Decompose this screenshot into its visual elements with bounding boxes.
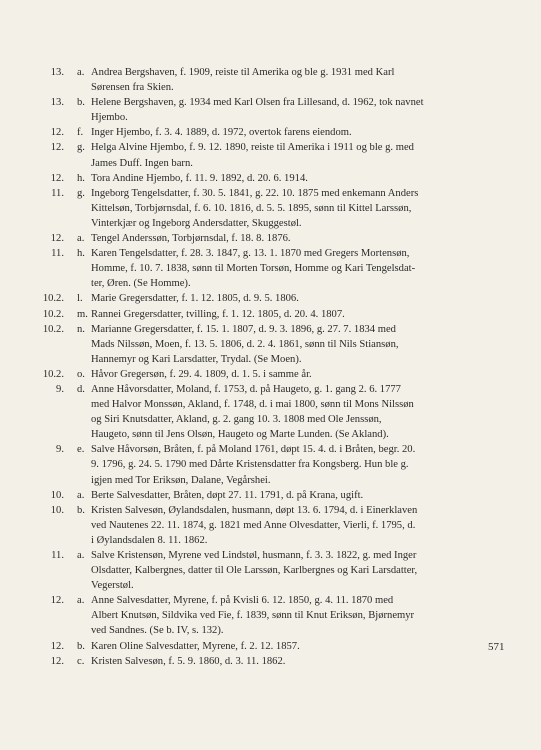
generation-number: 11. — [51, 550, 64, 561]
entry-line: Homme, f. 10. 7. 1838, sønn til Morten Torsøn, Homme og Kari Tengelsdat- — [91, 263, 416, 275]
entry-line: Håvor Gregersøn, f. 29. 4. 1809, d. 1. 5. i samme år. — [91, 368, 312, 380]
child-letter: l. — [77, 293, 83, 305]
generation-number: 10. — [50, 504, 64, 516]
entry-line: Vegerstøl. — [91, 580, 134, 592]
entry-line: og Siri Knutsdatter, Akland, g. 2. gang 10. 3. 1808 med Ole Jenssøn, — [91, 414, 382, 426]
entry-line: Rannei Gregersdatter, tvilling, f. 1. 12. 1805, d. 20. 4. 1807. — [91, 308, 345, 320]
entry-text — [91, 382, 525, 442]
entry-text — [91, 186, 525, 231]
entry-line: ved Sandnes. (Se b. IV, s. 132). — [91, 625, 224, 637]
page-number: 571 — [488, 641, 505, 653]
child-letter: m. — [77, 308, 88, 320]
generation-number: 13. — [50, 67, 64, 78]
entry-line: i Øylandsdalen 8. 11. 1862. — [91, 534, 208, 546]
generation-number: 12. — [50, 640, 64, 652]
child-letter: d. — [77, 383, 85, 395]
entry-text — [91, 65, 525, 95]
child-letter: n. — [77, 323, 85, 335]
genealogy-entry — [20, 65, 535, 95]
child-letter: e. — [77, 444, 85, 456]
generation-number: 9. — [56, 444, 64, 456]
entry-line: Sørensen fra Skien. — [91, 82, 174, 94]
child-letter: g. — [77, 187, 85, 199]
entry-line: Marie Gregersdatter, f. 1. 12. 1805, d. 9. 5. 1806. — [91, 293, 299, 305]
genealogy-entry — [20, 548, 535, 593]
entry-text — [91, 639, 525, 654]
genealogy-entry — [20, 367, 535, 382]
entry-line: Kittelsøn, Torbjørnsdal, f. 6. 10. 1816, d. 5. 5. 1895, sønn til Kittel Larssøn, — [91, 202, 412, 214]
genealogy-entry — [20, 382, 535, 442]
entry-text — [91, 367, 525, 382]
entry-text — [91, 548, 525, 593]
genealogy-entry — [20, 171, 535, 186]
genealogy-entry — [20, 125, 535, 140]
entry-line: Haugeto, sønn til Jens Olsøn, Haugeto og Marte Lunden. (Se Akland). — [91, 429, 389, 441]
entry-line: James Duff. Ingen barn. — [91, 157, 193, 169]
generation-number: 12. — [50, 172, 64, 184]
entry-line: Tora Andine Hjembo, f. 11. 9. 1892, d. 20. 6. 1914. — [91, 172, 308, 184]
generation-number: 10.2. — [42, 368, 64, 380]
entry-text — [91, 488, 525, 503]
entry-line: 9. 1796, g. 24. 5. 1790 med Dårte Kristensdatter fra Kongsberg. Hun ble g. — [91, 459, 409, 471]
child-letter: g. — [77, 142, 85, 154]
entry-line: Andrea Bergshaven, f. 1909, reiste til Amerika og ble g. 1931 med Karl — [91, 67, 395, 78]
entry-line: Salve Håvorsøn, Bråten, f. på Moland 1761, døpt 15. 4. d. i Bråten, begr. 20. — [91, 444, 416, 456]
generation-number: 9. — [56, 383, 64, 395]
genealogy-entry — [20, 291, 535, 306]
genealogy-entry — [20, 307, 535, 322]
genealogy-entry — [20, 654, 535, 669]
genealogy-entry — [20, 488, 535, 503]
child-letter: b. — [77, 97, 85, 109]
child-letter: a. — [77, 550, 85, 561]
child-letter: b. — [77, 504, 85, 516]
child-letter: c. — [77, 655, 85, 667]
child-letter: f. — [77, 127, 84, 139]
entry-text — [91, 593, 525, 638]
child-letter: o. — [77, 368, 85, 380]
generation-number: 13. — [50, 97, 64, 109]
generation-number: 12. — [50, 655, 64, 667]
entry-line: Anne Håvorsdatter, Moland, f. 1753, d. på Haugeto, g. 1. gang 2. 6. 1777 — [91, 383, 401, 395]
generation-number: 11. — [51, 248, 64, 260]
entry-line: Inger Hjembo, f. 3. 4. 1889, d. 1972, overtok farens eiendom. — [91, 127, 352, 139]
entry-line: Albert Knutsøn, Sildvika ved Fie, f. 1839, sønn til Knut Eriksøn, Bjørnemyr — [91, 610, 415, 622]
child-letter: a. — [77, 595, 85, 607]
generation-number: 12. — [50, 142, 64, 154]
genealogy-entry — [20, 186, 535, 231]
entry-line: Mads Nilssøn, Moen, f. 13. 5. 1806, d. 2. 4. 1861, sønn til Nils Stiansøn, — [91, 338, 399, 350]
entry-line: igjen med Tor Eriksøn, Dalane, Vegårshei. — [91, 474, 271, 486]
generation-number: 12. — [50, 127, 64, 139]
entry-line: Marianne Gregersdatter, f. 15. 1. 1807, d. 9. 3. 1896, g. 27. 7. 1834 med — [91, 323, 396, 335]
entry-line: med Halvor Monssøn, Akland, f. 1748, d. i mai 1800, sønn til Mons Nilssøn — [91, 399, 414, 411]
generation-number: 12. — [50, 595, 64, 607]
generation-number: 10.2. — [42, 308, 64, 320]
entry-text — [91, 125, 525, 140]
entry-line: Kristen Salvesøn, f. 5. 9. 1860, d. 3. 11. 1862. — [91, 655, 286, 667]
entry-line: Tengel Anderssøn, Torbjørnsdal, f. 18. 8. 1876. — [91, 233, 291, 245]
entry-text — [91, 654, 525, 669]
genealogy-entry — [20, 593, 535, 638]
genealogy-entries — [20, 65, 535, 669]
generation-number: 10. — [50, 489, 64, 501]
genealogy-entry — [20, 322, 535, 367]
entry-line: Hannemyr og Kari Larsdatter, Trydal. (Se Moen). — [91, 353, 302, 365]
entry-text — [91, 171, 525, 186]
child-letter: a. — [77, 489, 85, 501]
child-letter: b. — [77, 640, 85, 652]
genealogy-entry — [20, 231, 535, 246]
entry-line: ter, Øren. (Se Homme). — [91, 278, 191, 290]
entry-line: Karen Oline Salvesdatter, Myrene, f. 2. 12. 1857. — [91, 640, 300, 652]
entry-text — [91, 322, 525, 367]
child-letter: a. — [77, 233, 85, 245]
child-letter: h. — [77, 248, 85, 260]
genealogy-entry — [20, 246, 535, 291]
entry-text — [91, 140, 525, 170]
entry-line: Helga Alvine Hjembo, f. 9. 12. 1890, reiste til Amerika i 1911 og ble g. med — [91, 142, 414, 154]
generation-number: 10.2. — [42, 323, 64, 335]
entry-line: Olsdatter, Kalbergnes, datter til Ole Larssøn, Karlbergnes og Kari Larsdatter, — [91, 565, 418, 577]
genealogy-entry — [20, 442, 535, 487]
entry-line: ved Nautenes 22. 11. 1874, g. 1821 med Anne Olvesdatter, Vierli, f. 1795, d. — [91, 519, 416, 531]
generation-number: 10.2. — [42, 293, 64, 305]
entry-line: Anne Salvesdatter, Myrene, f. på Kvisli 6. 12. 1850, g. 4. 11. 1870 med — [91, 595, 394, 607]
entry-line: Helene Bergshaven, g. 1934 med Karl Olsen fra Lillesand, d. 1962, tok navnet — [91, 97, 424, 109]
entry-text — [91, 291, 525, 306]
entry-line: Karen Tengelsdatter, f. 28. 3. 1847, g. 13. 1. 1870 med Gregers Mortensøn, — [91, 248, 410, 260]
generation-number: 11. — [51, 187, 64, 199]
genealogy-entry — [20, 503, 535, 548]
entry-text — [91, 95, 525, 125]
genealogy-entry — [20, 95, 535, 125]
child-letter: a. — [77, 67, 85, 78]
entry-text — [91, 503, 525, 548]
entry-text — [91, 246, 525, 291]
entry-line: Kristen Salvesøn, Øylandsdalen, husmann, døpt 13. 6. 1794, d. i Einerklaven — [91, 504, 418, 516]
entry-line: Hjembo. — [91, 112, 128, 124]
entry-text — [91, 307, 525, 322]
entry-text — [91, 231, 525, 246]
entry-line: Salve Kristensøn, Myrene ved Lindstøl, husmann, f. 3. 3. 1822, g. med Inger — [91, 550, 417, 561]
entry-line: Vinterkjær og Ingeborg Andersdatter, Skuggestøl. — [91, 217, 302, 229]
entry-line: Berte Salvesdatter, Bråten, døpt 27. 11. 1791, d. på Krana, ugift. — [91, 489, 364, 501]
genealogy-entry — [20, 639, 535, 654]
generation-number: 12. — [50, 233, 64, 245]
child-letter: h. — [77, 172, 85, 184]
genealogy-entry — [20, 140, 535, 170]
entry-text — [91, 442, 525, 487]
entry-line: Ingeborg Tengelsdatter, f. 30. 5. 1841, g. 22. 10. 1875 med enkemann Anders — [91, 187, 419, 199]
